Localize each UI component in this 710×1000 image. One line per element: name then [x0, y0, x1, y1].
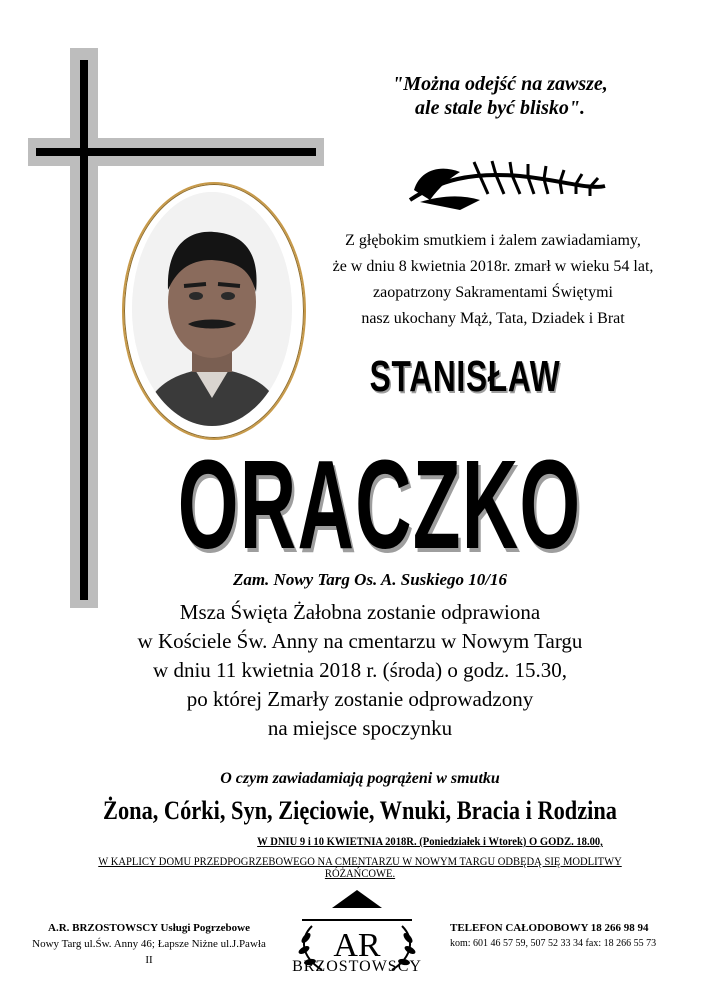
funeral-home-address: Nowy Targ ul.Św. Anny 46; Łapsze Niżne ul.J.Pawła II [32, 938, 266, 966]
cross-icon [80, 60, 88, 600]
mass-line-4: po której Zmarły zostanie odprowadzony [186, 687, 534, 711]
cross-bar [36, 148, 316, 156]
quote-line-1: "Można odejść na zawsze, [392, 73, 608, 95]
informers-text: O czym zawiadamiają pogrążeni w smutku [220, 770, 500, 787]
mass-line-1: Msza Święta Żałobna zostanie odprawiona [179, 600, 541, 624]
phone-number: TELEFON CAŁODOBOWY 18 266 98 94 [450, 922, 649, 934]
mass-line-5: na miejsce spoczynku [267, 716, 453, 740]
intro-line-1: Z głębokim smutkiem i żalem zawiadamiamy, [345, 232, 641, 249]
mass-line-3: w dniu 11 kwietnia 2018 r. (środa) o godz. 15.30, [153, 658, 567, 682]
deceased-address: Zam. Nowy Targ Os. A. Suskiego 10/16 [232, 570, 508, 589]
intro-line-3: zaopatrzony Sakramentami Świętymi [373, 284, 613, 301]
logo-name: BRZOSTOWSCY [292, 958, 422, 975]
logo-initials: AR [333, 927, 381, 964]
intro-line-2: że w dniu 8 kwietnia 2018r. zmarł w wieku 54 lat, [332, 258, 654, 275]
vigil-date-line: W DNIU 9 i 10 KWIETNIA 2018R. (Poniedziałek i Wtorek) O GODZ. 18.00, [257, 836, 603, 848]
quote-line-2: ale stale być blisko". [415, 97, 585, 119]
family-list: Żona, Córki, Syn, Zięciowie, Wnuki, Bracia i Rodzina [103, 796, 617, 825]
memorial-quote [330, 72, 670, 120]
mass-line-2: w Kościele Św. Anny na cmentarzu w Nowym Targu [137, 629, 583, 653]
funeral-home-info [30, 920, 268, 968]
deceased-first-name: STANISŁAW [369, 352, 561, 401]
funeral-mass-info [60, 598, 660, 743]
funeral-home-name: A.R. BRZOSTOWSCY Usługi Pogrzebowe [48, 922, 250, 934]
announcement-text [298, 228, 688, 332]
vigil-place-line: W KAPLICY DOMU PRZEDPOGRZEBOWEGO NA CMENTARZU W NOWYM TARGU ODBĘDĄ SIĘ MODLITWY RÓŻAŃCOWE. [98, 856, 622, 880]
intro-line-4: nasz ukochany Mąż, Tata, Dziadek i Brat [361, 310, 625, 327]
palm-branch-icon [400, 160, 610, 218]
deceased-surname: ORACZKO [177, 434, 582, 575]
mobile-fax-numbers: kom: 601 46 57 59, 507 52 33 34 fax: 18 266 55 73 [450, 938, 657, 949]
contact-info [450, 920, 690, 952]
portrait-photo [132, 192, 292, 426]
